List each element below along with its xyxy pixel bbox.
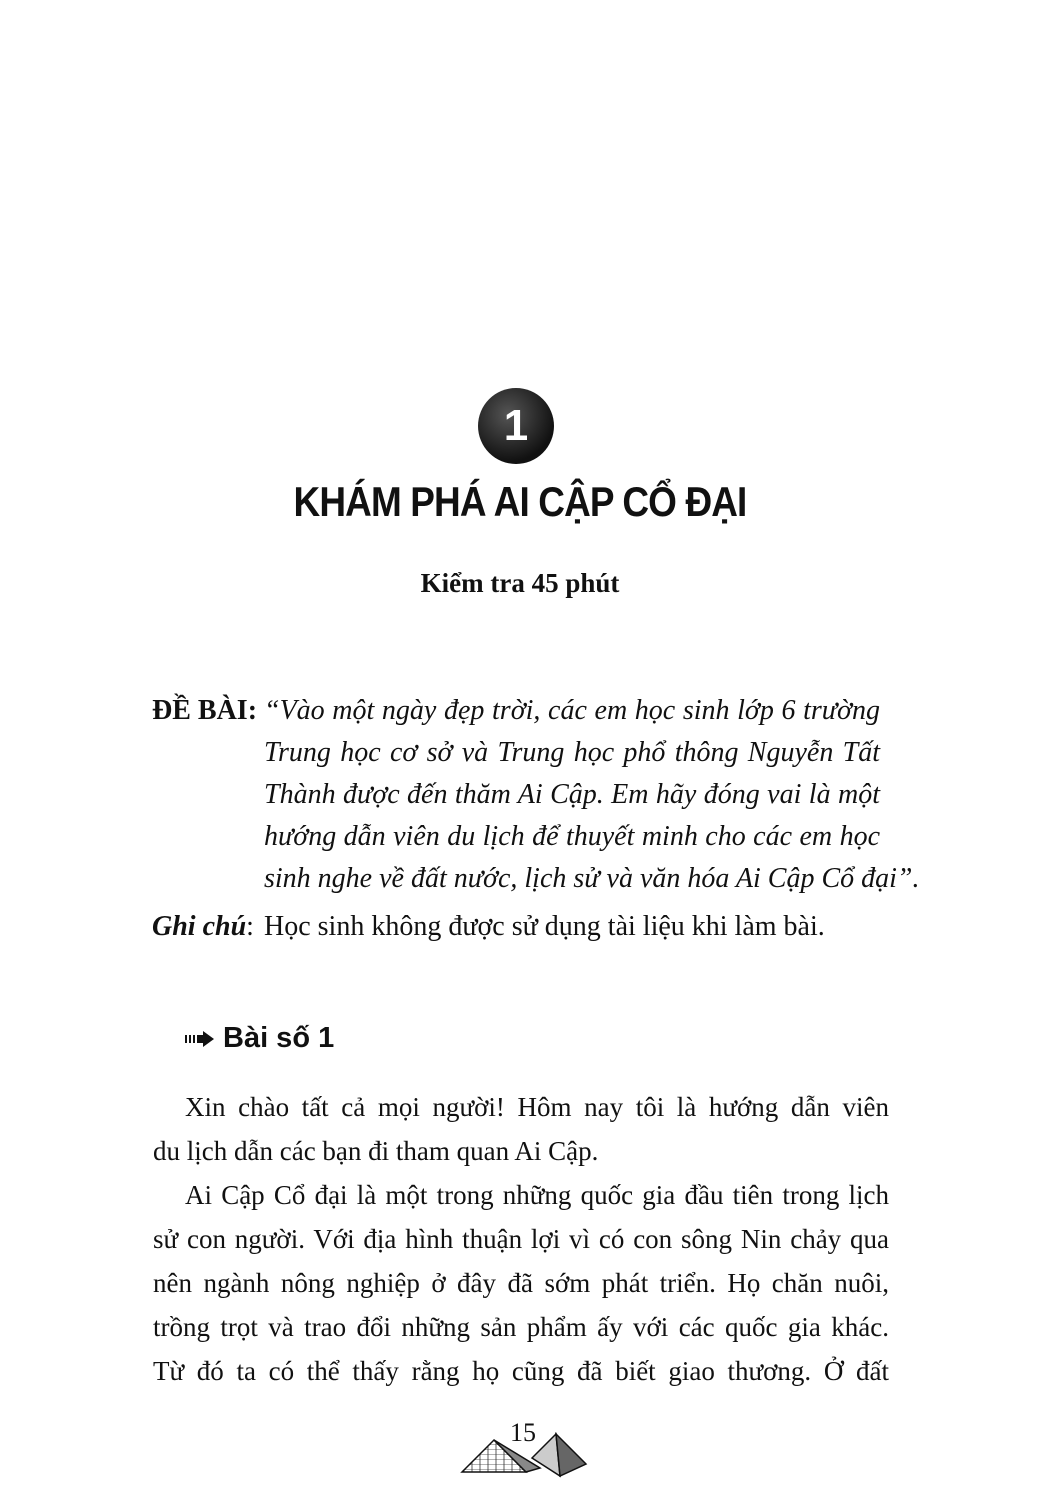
paragraph [153, 1085, 889, 1173]
section-title: Bài số 1 [223, 1022, 335, 1054]
note-row: Ghi chú: Học sinh không được sử dụng tài liệu khi làm bài. [152, 906, 254, 948]
arrow-right-icon [185, 1030, 215, 1048]
chapter-subtitle: Kiểm tra 45 phút [420, 568, 620, 598]
paragraph-line: Ai Cập Cổ đại là một trong những quốc gia đầu tiên trong lịch [185, 1180, 889, 1210]
section-heading [185, 1022, 334, 1055]
paragraph-line: nên ngành nông nghiệp ở đây đã sớm phát triển. Họ chăn nuôi, [153, 1268, 889, 1298]
paragraph-line: sử con người. Với địa hình thuận lợi vì có con sông Nin chảy qua [153, 1224, 889, 1254]
paragraph-line: Từ đó ta có thể thấy rằng họ cũng đã biết giao thương. Ở đất [153, 1356, 889, 1386]
prompt-text [264, 690, 920, 900]
paragraph-line: du lịch dẫn các bạn đi tham quan Ai Cập. [153, 1136, 599, 1166]
prompt-line: Trung học cơ sở và Trung học phổ thông Nguyễn Tất [264, 737, 880, 768]
prompt-line: “Vào một ngày đẹp trời, các em học sinh lớp 6 trường [264, 695, 880, 726]
chapter-number: 1 [503, 401, 529, 450]
paragraph-line: Xin chào tất cả mọi người! Hôm nay tôi là hướng dẫn viên [185, 1092, 889, 1122]
paragraph-line: trồng trọt và trao đổi những sản phẩm ấy với các quốc gia khác. [153, 1312, 889, 1342]
prompt-label: ĐỀ BÀI [152, 695, 248, 726]
prompt-line: sinh nghe về đất nước, lịch sử và văn hóa Ai Cập Cổ đại”. [264, 863, 920, 894]
pyramids-icon [460, 1430, 590, 1480]
prompt-label-row: ĐỀ BÀI: [152, 695, 258, 726]
prompt-line: hướng dẫn viên du lịch để thuyết minh cho các em học [264, 821, 880, 852]
page-number: 15 [510, 1418, 536, 1447]
chapter-number-badge [478, 388, 554, 464]
prompt-line: Thành được đến thăm Ai Cập. Em hãy đóng vai là một [264, 779, 880, 810]
paragraph [153, 1173, 889, 1393]
chapter-title: KHÁM PHÁ AI CẬP CỔ ĐẠI [293, 478, 747, 525]
note-text: Học sinh không được sử dụng tài liệu khi làm bài. [264, 911, 825, 942]
note-label: Ghi chú [152, 911, 247, 942]
